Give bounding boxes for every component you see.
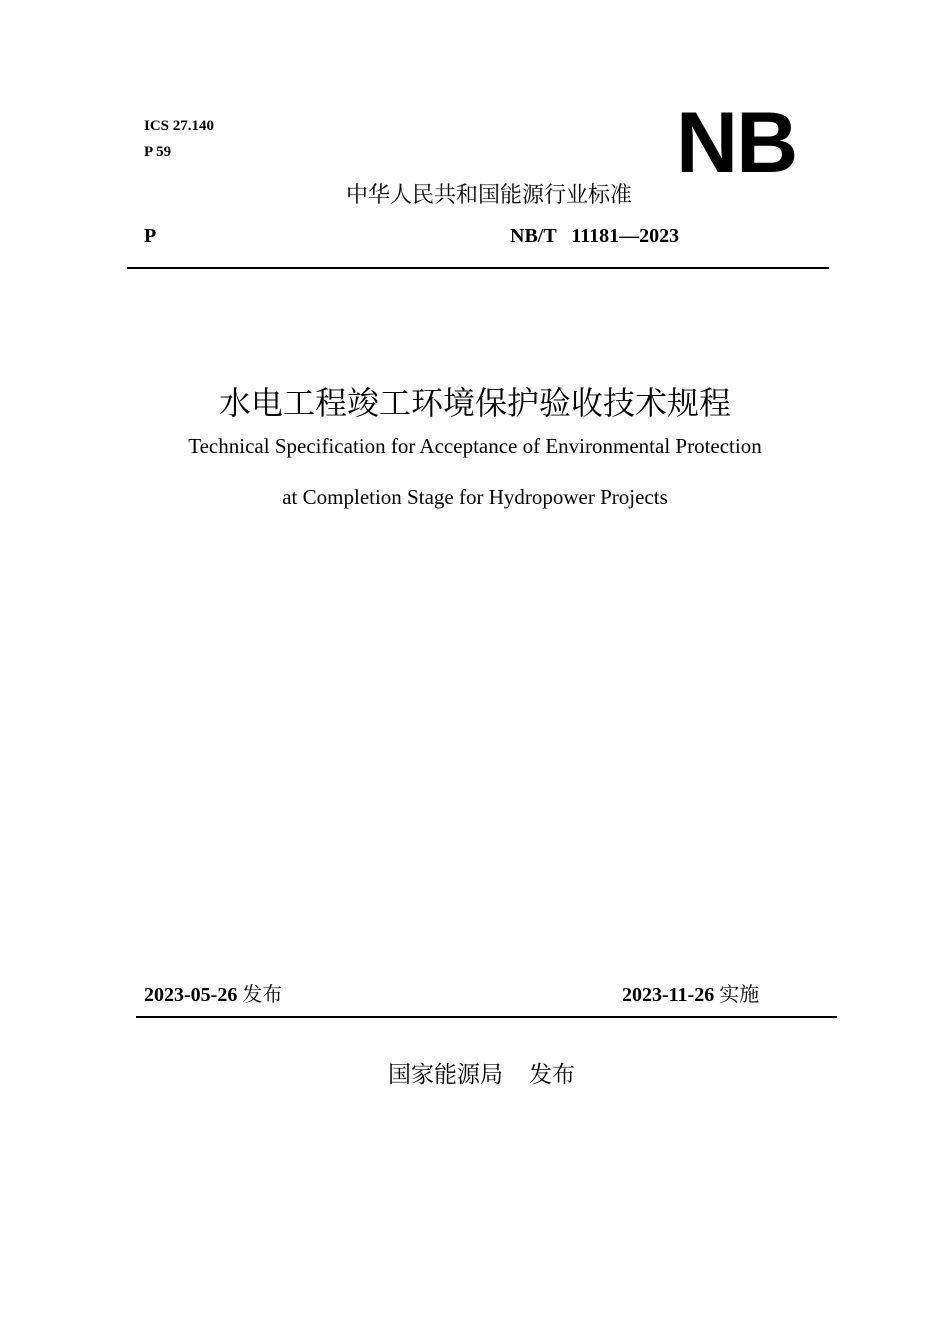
footer-divider <box>136 1016 837 1018</box>
issue-date-value: 2023-05-26 <box>144 984 238 1006</box>
nb-logo: NB <box>676 95 797 191</box>
document-title-english-line2: at Completion Stage for Hydropower Projects <box>282 485 668 509</box>
standard-number: NB/T 11181—2023 <box>510 225 680 247</box>
publisher-action: 发布 <box>529 1062 575 1088</box>
issue-label: 发布 <box>242 982 283 1006</box>
header-divider <box>127 267 829 269</box>
implementation-label: 实施 <box>719 982 760 1006</box>
ics-code: ICS 27.140 <box>144 118 215 134</box>
document-title-english-line1: Technical Specification for Acceptance of Environmental Protection <box>188 434 762 458</box>
implementation-date <box>622 978 759 1007</box>
p-code: P 59 <box>144 144 172 160</box>
document-title-chinese: 水电工程竣工环境保护验收技术规程 <box>218 384 731 422</box>
industry-standard-title: 中华人民共和国能源行业标准 <box>345 183 632 208</box>
implementation-date-value: 2023-11-26 <box>622 984 715 1006</box>
publisher-line <box>388 1056 575 1089</box>
category-letter: P <box>144 225 157 247</box>
publisher-name: 国家能源局 <box>388 1062 503 1088</box>
issue-date <box>144 978 282 1007</box>
